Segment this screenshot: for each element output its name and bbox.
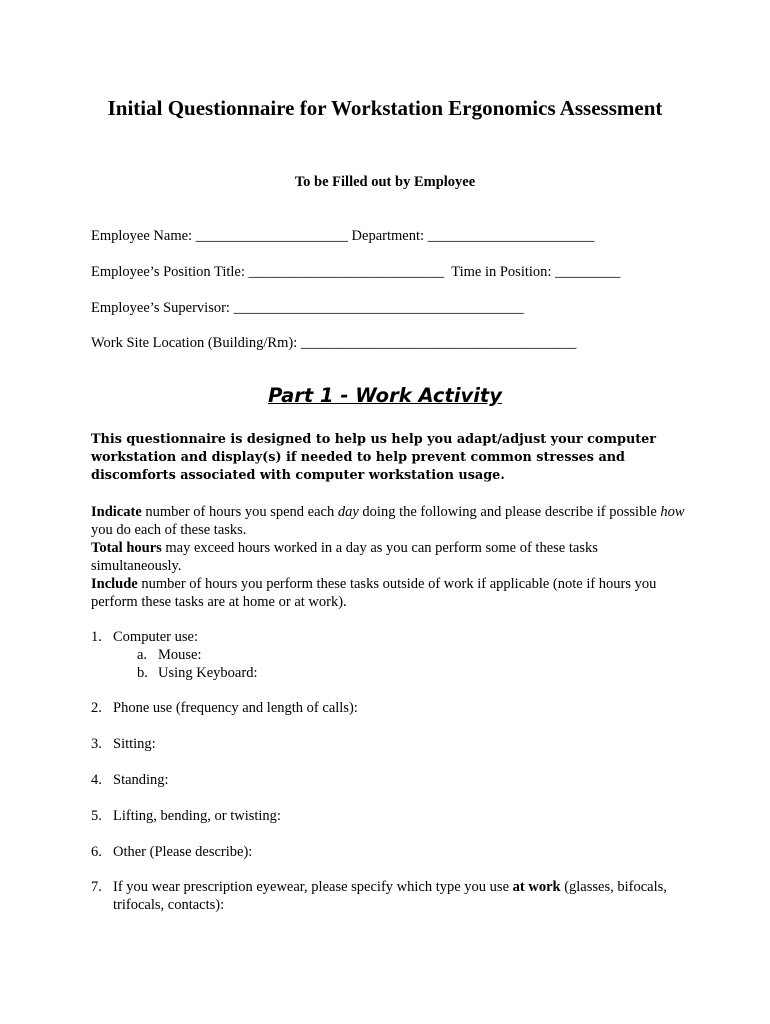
employee-name-field[interactable]: Employee Name: _____________________ Department: _______________________ (91, 228, 595, 244)
work-site-field[interactable]: Work Site Location (Building/Rm): ______________________________________ (91, 335, 577, 351)
instruction-include: Include number of hours you perform these tasks outside of work if applicable (note if hours you perform these tasks are at home or at work). (91, 576, 657, 610)
instruction-indicate: Indicate number of hours you spend each day doing the following and please describe if possible how you do each of these tasks. (91, 504, 685, 538)
list-item: 5. Lifting, bending, or twisting: (91, 808, 281, 824)
list-item: 1. Computer use: (91, 629, 198, 645)
document-subtitle: To be Filled out by Employee (294, 174, 476, 190)
list-item-eyewear: 7. If you wear prescription eyewear, please specify which type you use at work (glasses, bifocals, trifocals, contacts): (91, 879, 667, 913)
part-heading: Part 1 - Work Activity (268, 384, 502, 407)
sub-list-item: a. Mouse: (137, 647, 202, 663)
list-item: 3. Sitting: (91, 736, 156, 752)
position-title-field[interactable]: Employee’s Position Title: ___________________________ Time in Position: _________ (91, 264, 621, 280)
instruction-total-hours: Total hours may exceed hours worked in a day as you can perform some of these tasks simultaneously. (91, 540, 598, 574)
instructions (91, 503, 691, 611)
list-item: 6. Other (Please describe): (91, 844, 253, 860)
list-item: 4. Standing: (91, 772, 169, 788)
intro-paragraph: This questionnaire is designed to help us help you adapt/adjust your computer workstation and display(s) if needed to help prevent common stresses and discomforts associated with computer workstation usage. (91, 432, 657, 483)
supervisor-field[interactable]: Employee’s Supervisor: ________________________________________ (91, 300, 524, 316)
sub-list-item: b. Using Keyboard: (137, 665, 258, 681)
document-title: Initial Questionnaire for Workstation Ergonomics Assessment (107, 96, 663, 120)
list-item: 2. Phone use (frequency and length of calls): (91, 700, 358, 716)
